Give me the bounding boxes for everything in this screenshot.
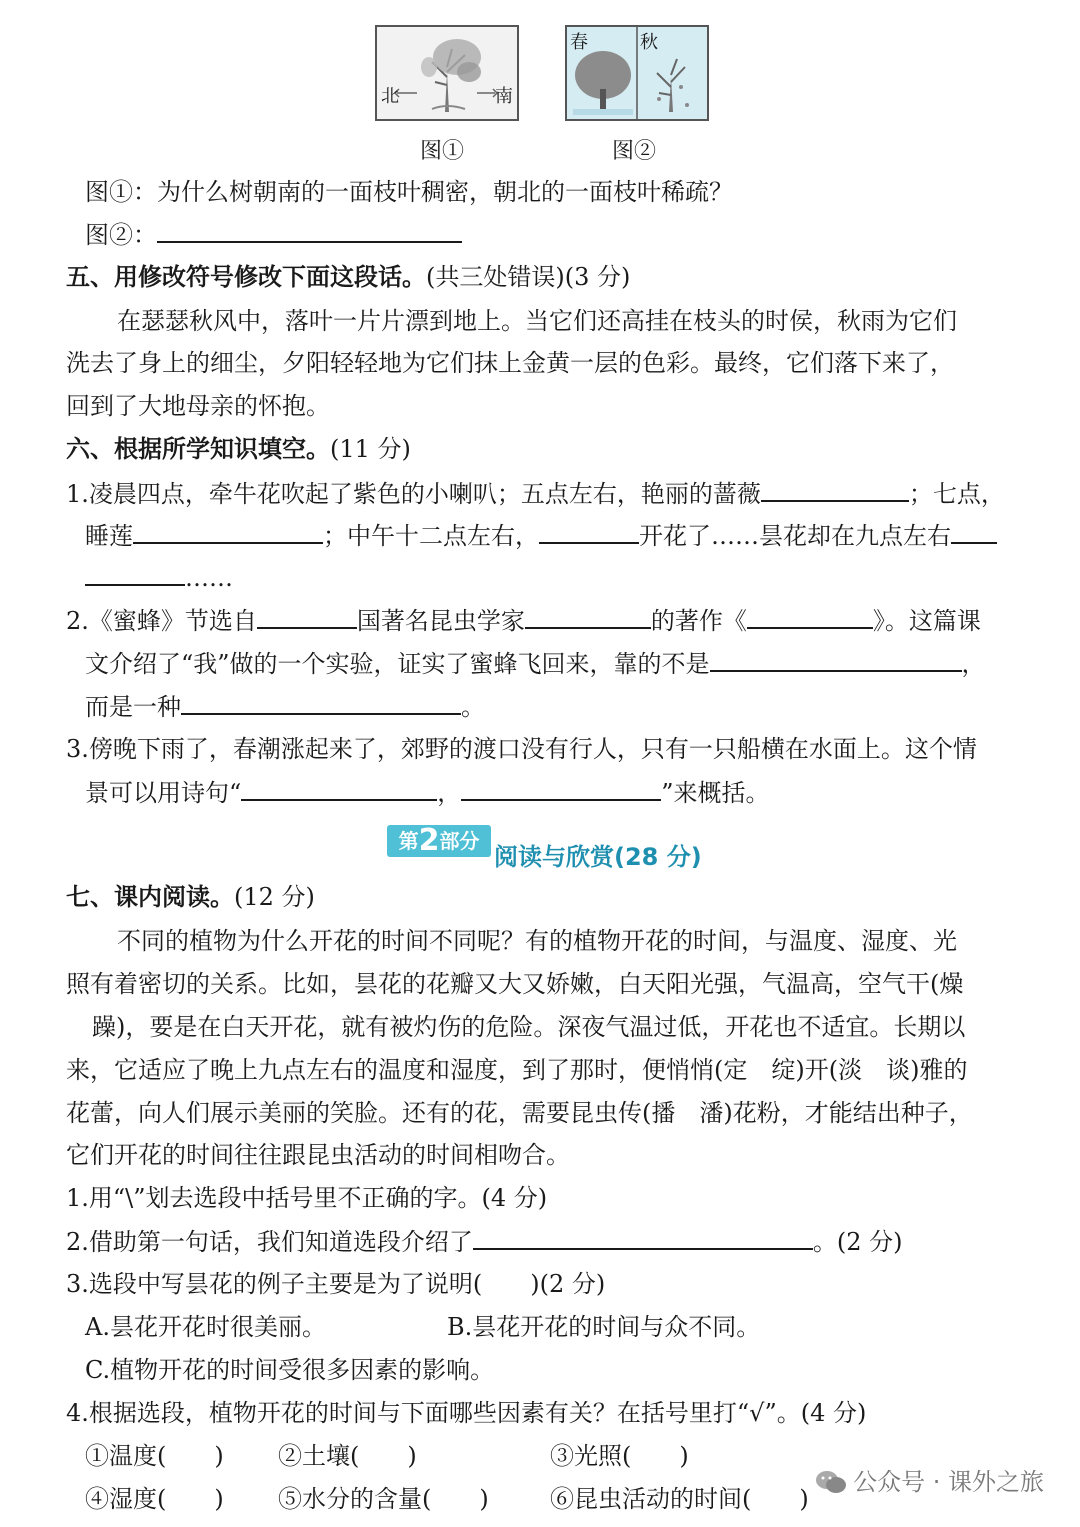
- epiphyllum-blank-start[interactable]: [951, 518, 997, 544]
- figure-1-caption: 图①: [420, 139, 465, 164]
- poem-line2-blank[interactable]: [461, 775, 661, 801]
- spring-label: 春: [570, 32, 588, 53]
- south-label: 南: [495, 86, 513, 107]
- wechat-icon: [815, 1469, 847, 1495]
- q7-para-line: 不同的植物为什么开花的时间不同呢？有的植物开花的时间，与温度、湿度、光: [117, 927, 957, 955]
- figure-2-image: [565, 25, 709, 121]
- q6-item2-text-a: 2.《蜜蜂》节选自: [66, 607, 257, 635]
- q6-item3-text-c: ，: [437, 779, 462, 807]
- q7-para-line: 躁)，要是在白天开花，就有被灼伤的危险。深夜气温过低，开花也不适宜。长期以: [92, 1013, 966, 1041]
- q6-item3-line2: [85, 775, 770, 810]
- q6-item1-text-a: 1.凌晨四点，牵牛花吹起了紫色的小喇叭；五点左右，艳丽的蔷薇: [66, 480, 761, 508]
- q6-item2-text-h: 。: [461, 693, 485, 721]
- watermark: [815, 1462, 1044, 1497]
- section-2-badge: [387, 825, 491, 857]
- factor-item[interactable]: ④湿度( ): [85, 1485, 224, 1513]
- fig2-label: 图②：: [85, 221, 157, 249]
- epiphyllum-blank-end[interactable]: [85, 560, 185, 586]
- q6-item1-text-b: ；七点，: [908, 480, 1005, 508]
- fig1-question: 图①：为什么树朝南的一面枝叶稠密，朝北的一面枝叶稀疏？: [85, 178, 733, 206]
- q6-item2-line2: [85, 646, 986, 681]
- badge-suffix: 部分: [439, 829, 480, 853]
- q6-item2-text-d: 》。这篇课: [872, 607, 981, 635]
- q7-heading-text: 七、课内阅读。: [66, 883, 234, 911]
- factor-item[interactable]: ③光照( ): [550, 1442, 689, 1470]
- q7-sub2-text: 2.借助第一句话，我们知道选段介绍了: [66, 1228, 473, 1256]
- q7-para-line: 来，它适应了晚上九点左右的温度和湿度，到了那时，便悄悄(定 绽)开(淡 谈)雅的: [66, 1056, 968, 1084]
- author-blank[interactable]: [525, 603, 651, 629]
- poem-line1-blank[interactable]: [241, 775, 437, 801]
- q7-points: (12 分): [234, 883, 315, 911]
- north-label: 北: [381, 86, 399, 107]
- q7-para-line: 照有着密切的关系。比如，昙花的花瓣又大又娇嫩，白天阳光强，气温高，空气干(燥: [66, 970, 964, 998]
- q6-item2-text-b: 国著名昆虫学家: [356, 607, 525, 635]
- option-c[interactable]: C.植物开花的时间受很多因素的影响。: [85, 1356, 495, 1384]
- q7-sub1: 1.用“\”划去选段中括号里不正确的字。(4 分): [66, 1184, 548, 1212]
- q6-item1-text-e: 开花了……昙花却在九点左右: [639, 522, 951, 550]
- badge-prefix: 第: [398, 829, 419, 853]
- q5-para-line: 在瑟瑟秋风中，落叶一片片漂到地上。当它们还高挂在枝头的时侯，秋雨为它们: [117, 307, 957, 335]
- q6-item1-text-d: ；中午十二点左右，: [323, 522, 539, 550]
- q6-item1-line3: [85, 560, 233, 595]
- noon-flower-blank[interactable]: [539, 518, 639, 544]
- q6-item1-line1: [66, 476, 1005, 511]
- q7-sub2-points: 。(2 分): [812, 1228, 903, 1256]
- q6-points: (11 分): [330, 435, 411, 463]
- q5-para-line: 回到了大地母亲的怀抱。: [66, 392, 330, 420]
- q6-item3-text-b: 景可以用诗句“: [85, 779, 242, 807]
- q6-item1-text-c: 睡莲: [85, 522, 133, 550]
- fig2-answer-blank[interactable]: [157, 217, 462, 243]
- figure-1-image: [375, 25, 519, 121]
- q6-heading-text: 六、根据所学知识填空。: [66, 435, 330, 463]
- rose-blank[interactable]: [761, 476, 909, 502]
- q7-sub2: [66, 1224, 903, 1259]
- q6-item3-text-d: ”来概括。: [661, 779, 770, 807]
- q6-item2-line1: [66, 603, 981, 638]
- q7-heading: [66, 880, 315, 914]
- q5-points: (共三处错误)(3 分): [426, 263, 631, 291]
- factor-item[interactable]: ⑥昆虫活动的时间( ): [550, 1485, 809, 1513]
- q6-item2-line3: [85, 689, 485, 724]
- q6-item2-text-f: ，: [961, 650, 986, 678]
- q6-item3-line1: 3.傍晚下雨了，春潮涨起来了，郊野的渡口没有行人，只有一只船横在水面上。这个情: [66, 735, 977, 763]
- q7-para-line: 花蕾，向人们展示美丽的笑脸。还有的花，需要昆虫传(播 潘)花粉，才能结出种子，: [66, 1099, 973, 1127]
- figure-2-caption: 图②: [612, 139, 657, 164]
- ability-blank[interactable]: [181, 689, 461, 715]
- option-a[interactable]: A.昙花开花时很美丽。: [85, 1313, 326, 1341]
- q5-heading: [66, 260, 630, 294]
- q6-item1-text-f: ……: [185, 564, 233, 592]
- autumn-label: 秋: [640, 32, 658, 53]
- watermark-text: 公众号 · 课外之旅: [853, 1468, 1044, 1496]
- q6-item2-text-g: 而是一种: [85, 693, 181, 721]
- q7-para-line: 它们开花的时间往往跟昆虫活动的时间相吻合。: [66, 1141, 570, 1169]
- q5-heading-text: 五、用修改符号修改下面这段话。: [66, 263, 426, 291]
- passage-topic-blank[interactable]: [473, 1224, 813, 1250]
- q7-sub3: 3.选段中写昙花的例子主要是为了说明( )(2 分): [66, 1270, 606, 1298]
- water-lily-blank[interactable]: [133, 518, 323, 544]
- badge-number: 2: [418, 823, 440, 858]
- fig2-answer-row: [85, 217, 462, 252]
- factor-item[interactable]: ①温度( ): [85, 1442, 224, 1470]
- option-b[interactable]: B.昙花开花的时间与众不同。: [447, 1313, 761, 1341]
- section-2-title: 阅读与欣赏(28 分): [494, 843, 702, 871]
- country-blank[interactable]: [257, 603, 357, 629]
- q6-item1-line2: [85, 518, 997, 553]
- q6-heading: [66, 432, 411, 466]
- factor-item[interactable]: ②土壤( ): [278, 1442, 417, 1470]
- factor-item[interactable]: ⑤水分的含量( ): [278, 1485, 489, 1513]
- q6-item2-text-c: 的著作《: [650, 607, 747, 635]
- q5-para-line: 洗去了身上的细尘，夕阳轻轻地为它们抹上金黄一层的色彩。最终，它们落下来了，: [66, 349, 954, 377]
- q7-sub4: 4.根据选段，植物开花的时间与下面哪些因素有关？在括号里打“√”。(4 分): [66, 1399, 867, 1427]
- not-rely-blank[interactable]: [710, 646, 962, 672]
- q6-item2-text-e: 文介绍了“我”做的一个实验，证实了蜜蜂飞回来，靠的不是: [85, 650, 710, 678]
- tree-seasons-illustration: [567, 27, 707, 119]
- book-blank[interactable]: [747, 603, 873, 629]
